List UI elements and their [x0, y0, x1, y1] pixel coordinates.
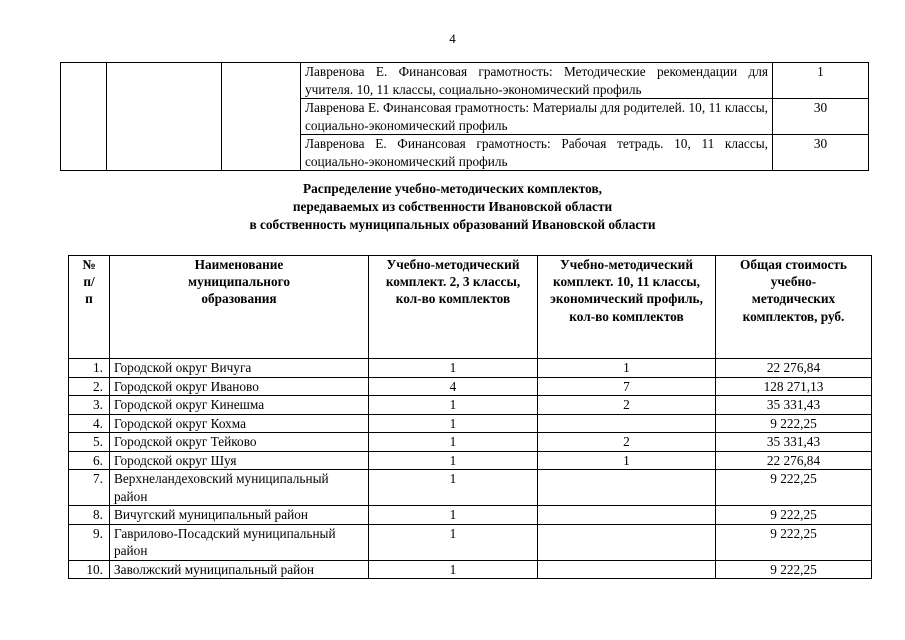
municipality-name: Вичугский муниципальный район [110, 506, 369, 525]
row-number: 4. [69, 414, 110, 433]
kit-2-3-count: 1 [369, 470, 538, 506]
table-row [69, 451, 872, 470]
municipality-name: Городской округ Вичуга [110, 359, 369, 378]
kit-10-11-count: 7 [538, 377, 716, 396]
municipality-name: Верхнеландеховский муниципальный район [110, 470, 369, 506]
table-row [69, 359, 872, 378]
item-quantity: 30 [773, 135, 869, 171]
number-cell [61, 63, 107, 171]
kit-10-11-count [538, 506, 716, 525]
total-cost: 22 276,84 [716, 451, 872, 470]
row-number: 8. [69, 506, 110, 525]
kit-10-11-count [538, 470, 716, 506]
item-description: Лавренова Е. Финансовая грамотность: Методические рекомендации для учителя. 10, 11 классы, социально-экономический профиль [301, 63, 773, 99]
header-cost: Общая стоимость учебно-методических комплектов, руб. [716, 256, 872, 359]
kit-2-3-count: 1 [369, 560, 538, 579]
kit-2-3-count: 1 [369, 359, 538, 378]
kit-2-3-count: 1 [369, 414, 538, 433]
row-number: 9. [69, 524, 110, 560]
table-row [69, 433, 872, 452]
total-cost: 9 222,25 [716, 524, 872, 560]
kit-10-11-count: 1 [538, 451, 716, 470]
table-row [61, 63, 869, 99]
grade-cell [222, 63, 301, 171]
row-number: 2. [69, 377, 110, 396]
header-kit-2-3: Учебно-методический комплект. 2, 3 классы, кол-во комплектов [369, 256, 538, 359]
municipality-name: Городской округ Кохма [110, 414, 369, 433]
total-cost: 128 271,13 [716, 377, 872, 396]
municipality-name: Гаврилово-Посадский муниципальный район [110, 524, 369, 560]
table-row [69, 506, 872, 525]
row-number: 1. [69, 359, 110, 378]
kit-10-11-count: 2 [538, 396, 716, 415]
kit-10-11-count [538, 414, 716, 433]
kit-2-3-count: 1 [369, 396, 538, 415]
distribution-table [68, 255, 872, 579]
row-number: 6. [69, 451, 110, 470]
kit-10-11-count: 2 [538, 433, 716, 452]
total-cost: 9 222,25 [716, 506, 872, 525]
kit-10-11-count [538, 560, 716, 579]
kit-2-3-count: 1 [369, 451, 538, 470]
table-row [69, 396, 872, 415]
header-kit-10-11: Учебно-методический комплект. 10, 11 классы, экономический профиль, кол-во комплектов [538, 256, 716, 359]
table-row [69, 524, 872, 560]
top-table [60, 62, 869, 171]
page-number: 4 [449, 31, 456, 46]
row-number: 10. [69, 560, 110, 579]
total-cost: 9 222,25 [716, 560, 872, 579]
header-name: Наименование муниципального образования [110, 256, 369, 359]
total-cost: 9 222,25 [716, 414, 872, 433]
item-description: Лавренова Е. Финансовая грамотность: Рабочая тетрадь. 10, 11 классы, социально-экономический профиль [301, 135, 773, 171]
item-quantity: 30 [773, 99, 869, 135]
total-cost: 9 222,25 [716, 470, 872, 506]
municipality-name: Городской округ Тейково [110, 433, 369, 452]
title-line: передаваемых из собственности Ивановской области [292, 199, 613, 214]
municipality-name: Городской округ Иваново [110, 377, 369, 396]
kit-10-11-count [538, 524, 716, 560]
section-title [0, 180, 905, 234]
municipality-name: Городской округ Кинешма [110, 396, 369, 415]
municipality-name: Городской округ Шуя [110, 451, 369, 470]
item-quantity: 1 [773, 63, 869, 99]
kit-10-11-count: 1 [538, 359, 716, 378]
table-row [69, 560, 872, 579]
table-row [69, 377, 872, 396]
total-cost: 22 276,84 [716, 359, 872, 378]
kit-2-3-count: 1 [369, 524, 538, 560]
row-number: 7. [69, 470, 110, 506]
name-cell [107, 63, 222, 171]
item-description: Лавренова Е. Финансовая грамотность: Материалы для родителей. 10, 11 классы, социально-экономический профиль [301, 99, 773, 135]
title-line: Распределение учебно-методических комплектов, [303, 181, 602, 196]
total-cost: 35 331,43 [716, 396, 872, 415]
kit-2-3-count: 1 [369, 506, 538, 525]
row-number: 5. [69, 433, 110, 452]
title-line: в собственность муниципальных образований Ивановской области [249, 217, 656, 232]
table-row [69, 470, 872, 506]
municipality-name: Заволжский муниципальный район [110, 560, 369, 579]
table-row [69, 414, 872, 433]
kit-2-3-count: 1 [369, 433, 538, 452]
row-number: 3. [69, 396, 110, 415]
header-number: № п/п [69, 256, 110, 359]
total-cost: 35 331,43 [716, 433, 872, 452]
kit-2-3-count: 4 [369, 377, 538, 396]
